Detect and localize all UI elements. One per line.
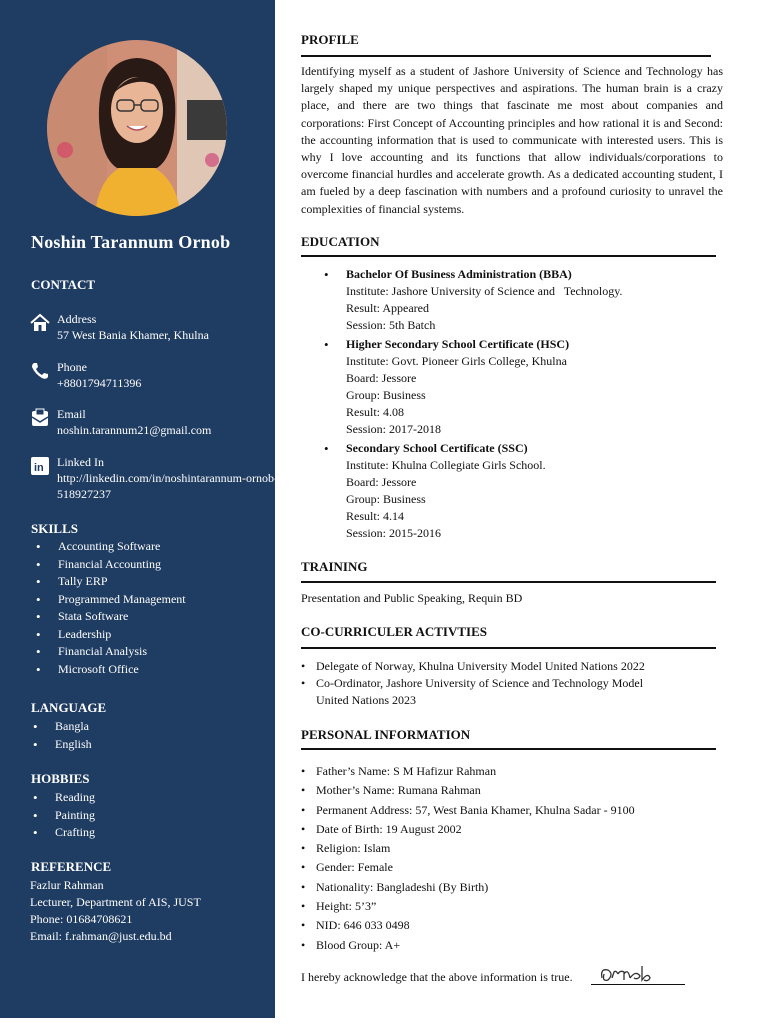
- personal-info-item: • Religion: Islam: [301, 839, 721, 858]
- education-line: Result: 4.08: [346, 405, 405, 419]
- profile-divider: [301, 55, 711, 57]
- cocurricular-item: • Co-Ordinator, Jashore University of Science and Technology Model United Nations 2023: [301, 675, 671, 709]
- education-line: Result: Appeared: [346, 301, 429, 315]
- svg-text:in: in: [34, 462, 44, 474]
- bullet-icon: •: [324, 337, 329, 352]
- cocurricular-divider: [301, 647, 716, 649]
- skills-heading: SKILLS: [31, 521, 78, 536]
- education-line: Institute: Jashore University of Science and Technology.: [346, 284, 623, 298]
- profile-photo: [47, 40, 227, 216]
- contact-heading: CONTACT: [31, 277, 96, 292]
- education-entry-bba: [324, 266, 623, 334]
- hobby-item: • Crafting: [33, 824, 95, 842]
- education-title: Higher Secondary School Certificate (HSC): [346, 337, 570, 351]
- personal-info-divider: [301, 748, 716, 750]
- education-line: Group: Business: [346, 492, 426, 506]
- hobby-item: • Reading: [33, 789, 95, 807]
- reference-heading: REFERENCE: [31, 859, 112, 874]
- linkedin-value[interactable]: http://linkedin.com/in/noshintarannum-ornob-518927237: [57, 471, 278, 501]
- personal-info-item: • Mother’s Name: Rumana Rahman: [301, 781, 721, 800]
- profile-heading: PROFILE: [301, 32, 359, 47]
- education-divider: [301, 255, 716, 257]
- education-line: Session: 2015-2016: [346, 526, 442, 540]
- training-heading: TRAINING: [301, 559, 368, 574]
- cocurricular-list: [301, 658, 671, 709]
- bullet-icon: •: [324, 267, 329, 282]
- skill-item: • Financial Analysis: [36, 643, 186, 661]
- education-line: Result: 4.14: [346, 509, 405, 523]
- declaration-text: I hereby acknowledge that the above information is true.: [301, 970, 573, 984]
- linkedin-icon: [30, 456, 50, 476]
- education-line: Group: Business: [346, 388, 426, 402]
- education-line: Board: Jessore: [346, 371, 417, 385]
- skill-item: • Stata Software: [36, 608, 186, 626]
- hobbies-heading: HOBBIES: [31, 771, 90, 786]
- personal-info-heading: PERSONAL INFORMATION: [301, 727, 471, 742]
- language-heading: LANGUAGE: [31, 700, 107, 715]
- cocurricular-item: • Delegate of Norway, Khulna University Model United Nations 2022: [301, 658, 671, 675]
- education-line: Session: 2017-2018: [346, 422, 442, 436]
- language-item: • English: [33, 736, 92, 754]
- personal-info-item: • Blood Group: A+: [301, 936, 721, 955]
- education-entry-ssc: [324, 440, 546, 542]
- education-line: Board: Jessore: [346, 475, 417, 489]
- reference-email: Email: f.rahman@just.edu.bd: [30, 929, 172, 943]
- personal-info-item: • Date of Birth: 19 August 2002: [301, 820, 721, 839]
- education-heading: EDUCATION: [301, 234, 380, 249]
- linkedin-label: Linked In: [57, 455, 104, 469]
- personal-info-list: [301, 762, 721, 955]
- reference-phone: Phone: 01684708621: [30, 912, 133, 926]
- skill-item: • Tally ERP: [36, 573, 186, 591]
- phone-value: +8801794711396: [57, 376, 142, 390]
- skill-item: • Microsoft Office: [36, 661, 186, 679]
- sidebar: [0, 0, 278, 1018]
- education-title: Bachelor Of Business Administration (BBA): [346, 267, 572, 281]
- personal-info-item: • Father’s Name: S M Hafizur Rahman: [301, 762, 721, 781]
- hobby-item: • Painting: [33, 807, 95, 825]
- phone-label: Phone: [57, 360, 87, 374]
- skill-item: • Programmed Management: [36, 591, 186, 609]
- signature: [598, 962, 678, 986]
- skill-item: • Leadership: [36, 626, 186, 644]
- skills-list: [36, 538, 186, 678]
- education-line: Institute: Govt. Pioneer Girls College, Khulna: [346, 354, 567, 368]
- reference-title: Lecturer, Department of AIS, JUST: [30, 895, 201, 909]
- language-list: [33, 718, 92, 753]
- education-line: Session: 5th Batch: [346, 318, 436, 332]
- profile-text: Identifying myself as a student of Jashore University of Science and Technology has largely shaped my unique perspectives and aspirations. The human brain is a crazy place, and there are two things that fascinate me most about companies and corporations: First Concept of Accounting principles and how rational it is and Second: the accounting information that is used to communicate with interested users. This is why I love accounting and its functions that allow individuals/corporations to overcome financial hurdles and accelerate growth. As a dedicated accounting student, I am fueled by a deep fascination with numbers and a profound curiosity to unravel the complexities of financial systems.: [301, 64, 723, 216]
- reference-name: Fazlur Rahman: [30, 878, 104, 892]
- address-value: 57 West Bania Khamer, Khulna: [57, 328, 209, 342]
- personal-info-item: • Gender: Female: [301, 858, 721, 877]
- education-entry-hsc: [324, 336, 570, 438]
- email-icon: [30, 408, 50, 428]
- home-icon: [30, 313, 50, 333]
- personal-info-item: • Nationality: Bangladeshi (By Birth): [301, 878, 721, 897]
- bullet-icon: •: [324, 441, 329, 456]
- personal-info-item: • Height: 5’3”: [301, 897, 721, 916]
- person-name: Noshin Tarannum Ornob: [31, 232, 231, 252]
- skill-item: • Financial Accounting: [36, 556, 186, 574]
- email-label: Email: [57, 407, 86, 421]
- personal-info-item: • NID: 646 033 0498: [301, 916, 721, 935]
- language-item: • Bangla: [33, 718, 92, 736]
- training-text: Presentation and Public Speaking, Requin BD: [301, 591, 523, 605]
- hobbies-list: [33, 789, 95, 842]
- education-line: Institute: Khulna Collegiate Girls School.: [346, 458, 546, 472]
- phone-icon: [30, 361, 50, 381]
- personal-info-item: • Permanent Address: 57, West Bania Khamer, Khulna Sadar - 9100: [301, 801, 721, 820]
- skill-item: • Accounting Software: [36, 538, 186, 556]
- education-title: Secondary School Certificate (SSC): [346, 441, 528, 455]
- cocurricular-heading: CO-CURRICULER ACTIVTIES: [301, 624, 488, 639]
- address-label: Address: [57, 312, 97, 326]
- email-value[interactable]: noshin.tarannum21@gmail.com: [57, 423, 212, 437]
- training-divider: [301, 581, 716, 583]
- signature-line: [591, 984, 685, 985]
